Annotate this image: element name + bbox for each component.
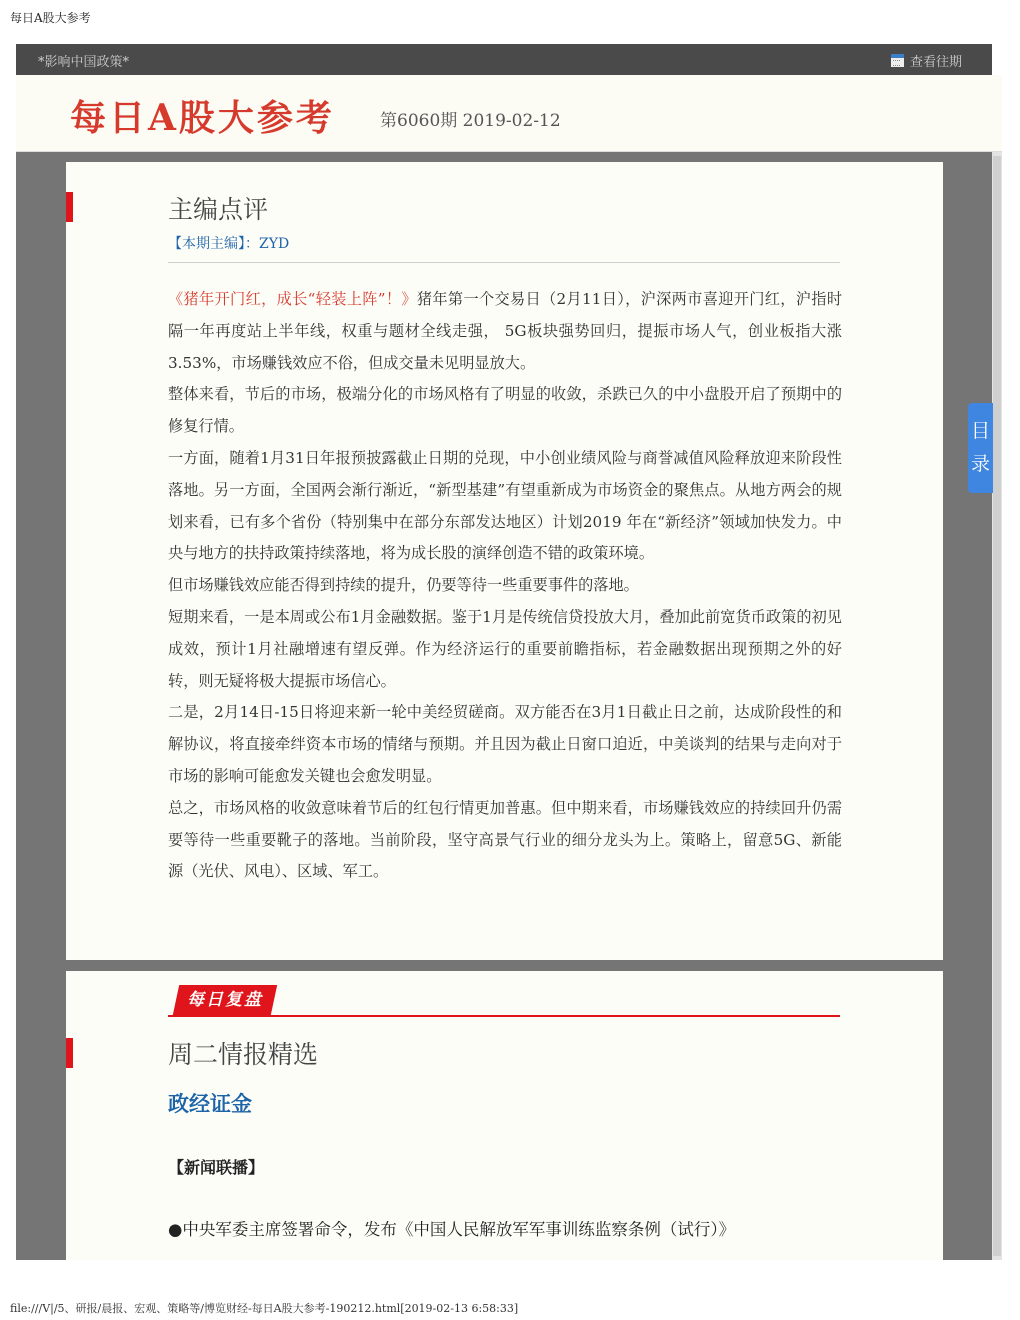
calendar-icon	[891, 54, 904, 67]
editor-name: ZYD	[259, 236, 290, 252]
editor-comment-body	[168, 284, 842, 888]
footer-file-path: file:///V|/5、研报/晨报、宏观、策略等/博览财经-每日A股大参考-190212.html[2019-02-13 6:58:33]	[10, 1302, 519, 1315]
subtitle-politics-economy: 政经证金	[168, 1092, 252, 1116]
paragraph-7: 总之，市场风格的收敛意味着节后的红包行情更加普惠。但中期来看，市场赚钱效应的持续回升仍需要等待一些重要靴子的落地。当前阶段，坚守高景气行业的细分龙头为上。策略上，留意5G、新能源（光伏、风电）、区域、军工。	[168, 798, 842, 881]
news-broadcast-label: 【新闻联播】	[168, 1158, 265, 1177]
divider	[168, 262, 840, 263]
browser-page-title: 每日A股大参考	[10, 11, 91, 25]
section-marker-2	[66, 1038, 73, 1068]
red-divider	[168, 1015, 840, 1017]
daily-review-badge: 每日复盘	[173, 985, 277, 1015]
editor-line	[168, 233, 289, 253]
section-title-tuesday-picks: 周二情报精选	[168, 1040, 319, 1069]
headline-link[interactable]: 《猪年开门红，成长“轻装上阵”！》	[168, 290, 417, 308]
view-history-label: 查看往期	[909, 55, 962, 70]
paragraph-2: 整体来看，节后的市场，极端分化的市场风格有了明显的收敛，杀跌已久的中小盘股开启了预期中的修复行情。	[168, 385, 842, 436]
paragraph-3: 一方面，随着1月31日年报预披露截止日期的兑现，中小创业绩风险与商誉减值风险释放迎来阶段性落地。另一方面，全国两会渐行渐近，“新型基建”有望重新成为市场资金的聚焦点。从地方两会的规划来看，已有多个省份（特别集中在部分东部发达地区）计划2019 年在“新经济”领域加快发力。中央与地方的扶持政策持续落地，将为成长股的演绎创造不错的政策环境。	[168, 448, 842, 563]
page-header	[16, 75, 1002, 152]
section-title-editor-comment: 主编点评	[168, 195, 269, 224]
view-history-link[interactable]	[891, 51, 962, 70]
top-bar	[16, 44, 992, 75]
scrollbar-thumb[interactable]	[993, 156, 1001, 1256]
editor-label: 【本期主编】	[168, 236, 245, 252]
site-logo[interactable]: 每日A股大参考	[70, 97, 335, 139]
paragraph-4: 但市场赚钱效应能否得到持续的提升，仍要等待一些重要事件的落地。	[168, 576, 639, 595]
news-item[interactable]: ●中央军委主席签署命令，发布《中国人民解放军军事训练监察条例（试行）》	[168, 1220, 736, 1239]
slogan-text: *影响中国政策*	[38, 55, 130, 70]
editor-separator: ：	[245, 236, 259, 252]
toc-button[interactable]: 目录	[968, 403, 993, 493]
issue-number: 第6060期 2019-02-12	[380, 111, 561, 131]
vertical-scrollbar[interactable]	[992, 152, 1002, 1260]
paragraph-6: 二是，2月14日-15日将迎来新一轮中美经贸磋商。双方能否在3月1日截止日之前，达成阶段性的和解协议，将直接牵绊资本市场的情绪与预期。并且因为截止日窗口迫近，中美谈判的结果与走向对于市场的影响可能愈发关键也会愈发明显。	[168, 703, 842, 785]
paragraph-5: 短期来看，一是本周或公布1月金融数据。鉴于1月是传统信贷投放大月，叠加此前宽货币政策的初见成效，预计1月社融增速有望反弹。作为经济运行的重要前瞻指标，若金融数据出现预期之外的好转，则无疑将极大提振市场信心。	[168, 607, 842, 690]
paragraph-1: 《猪年开门红，成长“轻装上阵”！》猪年第一个交易日（2月11日），沪深两市喜迎开门红，沪指时隔一年再度站上半年线，权重与题材全线走强， 5G板块强势回归，提振市场人气，创业板指大涨3.53%，市场赚钱效应不俗，但成交量未见明显放大。	[168, 290, 843, 372]
section-marker	[66, 192, 73, 222]
